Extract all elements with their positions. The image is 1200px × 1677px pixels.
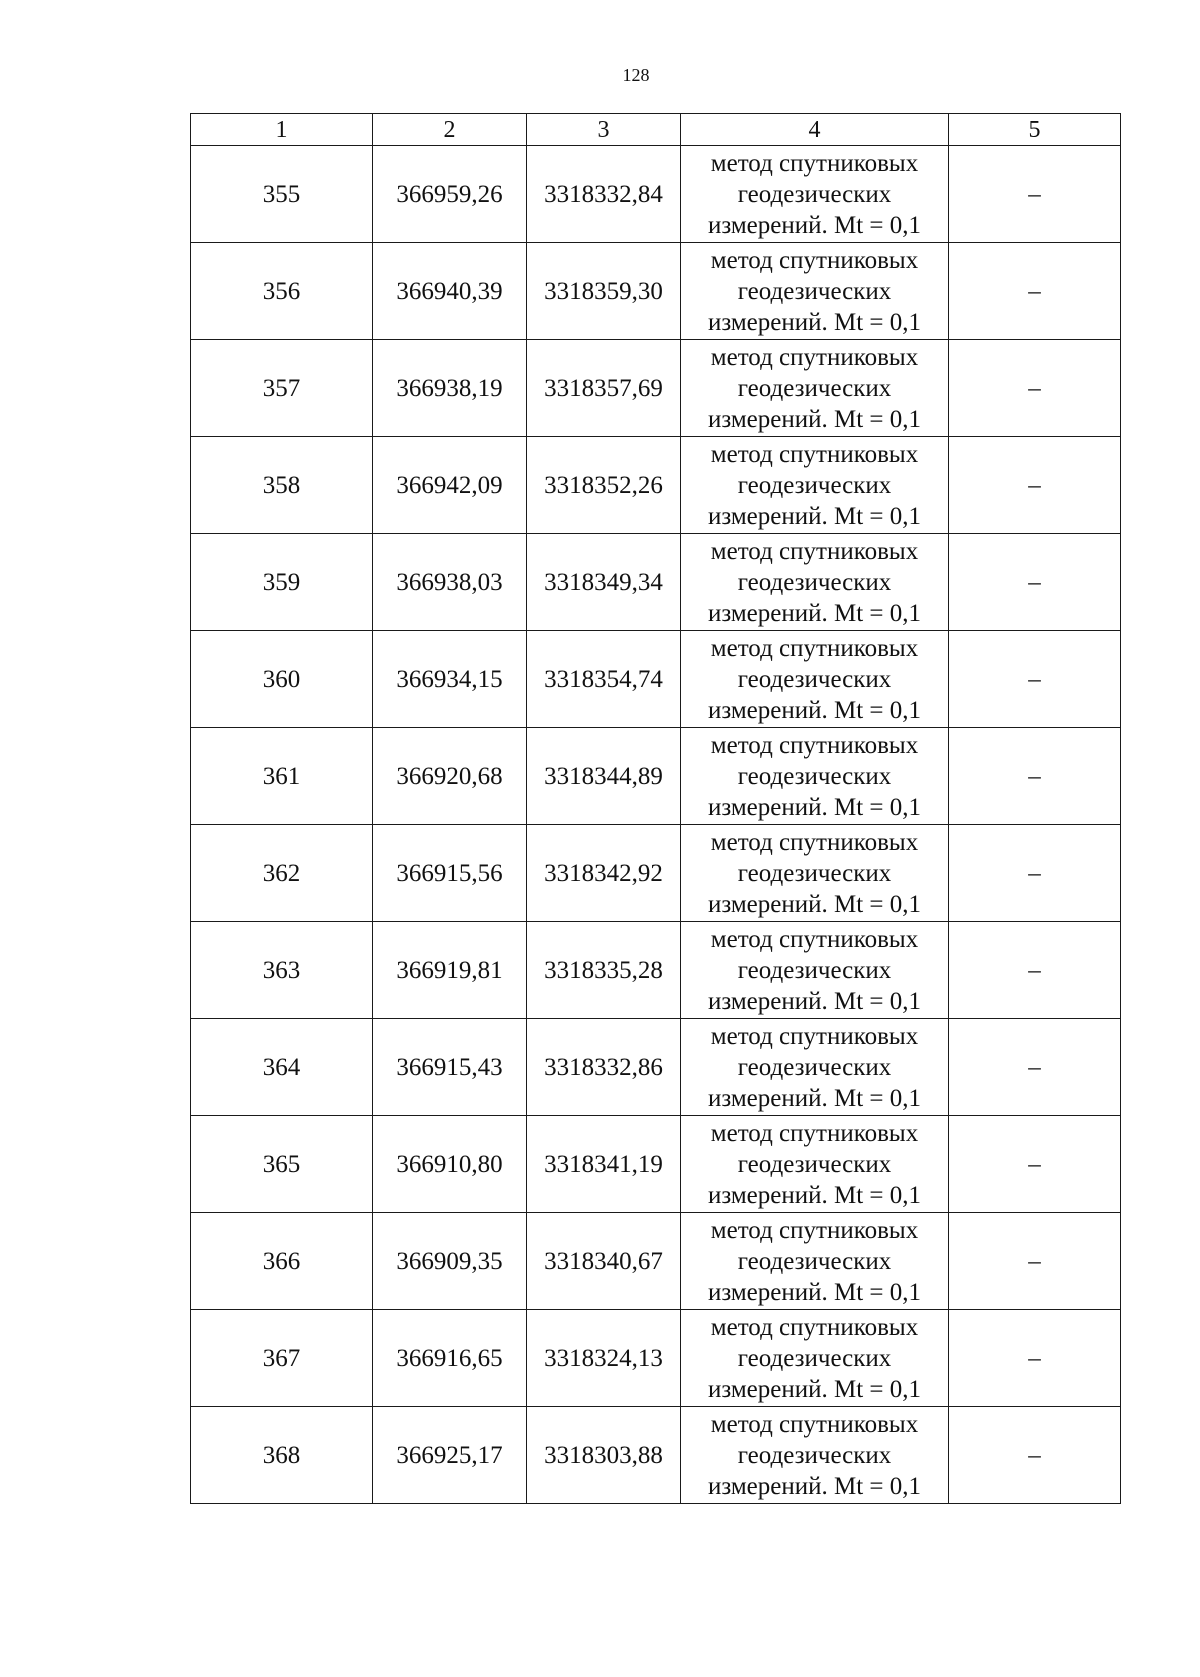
point-cell: 359: [191, 534, 373, 631]
point-cell: 362: [191, 825, 373, 922]
method-line: геодезических: [737, 665, 892, 693]
method-line: измерений. Mt = 0,1: [707, 211, 922, 239]
method-line: геодезических: [737, 1150, 892, 1178]
method-line: измерений. Mt = 0,1: [707, 1084, 922, 1112]
point-cell: 366: [191, 1213, 373, 1310]
method-cell: [681, 1116, 949, 1213]
x-coordinate-cell: 366915,43: [373, 1019, 527, 1116]
column-header-5: 5: [949, 114, 1121, 146]
method-cell: [681, 534, 949, 631]
table-row: [191, 631, 1121, 728]
method-line: метод спутниковых: [710, 149, 919, 177]
method-line: геодезических: [737, 1344, 892, 1372]
table-row: [191, 728, 1121, 825]
x-coordinate-cell: 366920,68: [373, 728, 527, 825]
method-line: метод спутниковых: [710, 1216, 919, 1244]
point-cell: 360: [191, 631, 373, 728]
point-cell: 365: [191, 1116, 373, 1213]
method-cell: [681, 631, 949, 728]
note-cell: –: [949, 631, 1121, 728]
point-cell: 355: [191, 146, 373, 243]
point-cell: 363: [191, 922, 373, 1019]
method-cell: [681, 1407, 949, 1504]
y-coordinate-cell: 3318359,30: [527, 243, 681, 340]
x-coordinate-cell: 366938,19: [373, 340, 527, 437]
method-line: метод спутниковых: [710, 634, 919, 662]
method-line: метод спутниковых: [710, 343, 919, 371]
method-line: измерений. Mt = 0,1: [707, 1181, 922, 1209]
method-line: измерений. Mt = 0,1: [707, 696, 922, 724]
point-cell: 361: [191, 728, 373, 825]
table-row: [191, 243, 1121, 340]
method-line: метод спутниковых: [710, 1313, 919, 1341]
x-coordinate-cell: 366925,17: [373, 1407, 527, 1504]
note-cell: –: [949, 922, 1121, 1019]
note-cell: –: [949, 534, 1121, 631]
table-row: [191, 1310, 1121, 1407]
method-line: метод спутниковых: [710, 1119, 919, 1147]
y-coordinate-cell: 3318332,84: [527, 146, 681, 243]
header-row: [191, 114, 1121, 146]
x-coordinate-cell: 366940,39: [373, 243, 527, 340]
method-line: измерений. Mt = 0,1: [707, 1375, 922, 1403]
method-cell: [681, 146, 949, 243]
y-coordinate-cell: 3318324,13: [527, 1310, 681, 1407]
y-coordinate-cell: 3318344,89: [527, 728, 681, 825]
page-number: 128: [622, 65, 650, 85]
method-line: геодезических: [737, 1441, 892, 1469]
table-row: [191, 1116, 1121, 1213]
method-cell: [681, 340, 949, 437]
method-line: геодезических: [737, 374, 892, 402]
x-coordinate-cell: 366909,35: [373, 1213, 527, 1310]
method-line: измерений. Mt = 0,1: [707, 987, 922, 1015]
x-coordinate-cell: 366915,56: [373, 825, 527, 922]
x-coordinate-cell: 366959,26: [373, 146, 527, 243]
column-header-4: 4: [681, 114, 949, 146]
column-header-3: 3: [527, 114, 681, 146]
method-line: геодезических: [737, 277, 892, 305]
method-line: геодезических: [737, 1247, 892, 1275]
method-line: геодезических: [737, 956, 892, 984]
method-line: метод спутниковых: [710, 440, 919, 468]
note-cell: –: [949, 1116, 1121, 1213]
table-row: [191, 1019, 1121, 1116]
method-cell: [681, 922, 949, 1019]
method-line: геодезических: [737, 568, 892, 596]
method-cell: [681, 243, 949, 340]
note-cell: –: [949, 340, 1121, 437]
point-cell: 358: [191, 437, 373, 534]
note-cell: –: [949, 243, 1121, 340]
table-row: [191, 340, 1121, 437]
point-cell: 357: [191, 340, 373, 437]
method-line: измерений. Mt = 0,1: [707, 793, 922, 821]
column-header-2: 2: [373, 114, 527, 146]
table-row: [191, 1213, 1121, 1310]
method-cell: [681, 437, 949, 534]
x-coordinate-cell: 366910,80: [373, 1116, 527, 1213]
y-coordinate-cell: 3318340,67: [527, 1213, 681, 1310]
method-line: измерений. Mt = 0,1: [707, 1472, 922, 1500]
method-cell: [681, 825, 949, 922]
y-coordinate-cell: 3318342,92: [527, 825, 681, 922]
method-line: метод спутниковых: [710, 1022, 919, 1050]
point-cell: 364: [191, 1019, 373, 1116]
column-header-1: 1: [191, 114, 373, 146]
method-cell: [681, 1019, 949, 1116]
coordinates-table: [190, 113, 1121, 1504]
point-cell: 367: [191, 1310, 373, 1407]
table-row: [191, 1407, 1121, 1504]
y-coordinate-cell: 3318349,34: [527, 534, 681, 631]
note-cell: –: [949, 146, 1121, 243]
note-cell: –: [949, 1310, 1121, 1407]
table-row: [191, 922, 1121, 1019]
method-line: метод спутниковых: [710, 828, 919, 856]
table-row: [191, 437, 1121, 534]
method-line: геодезических: [737, 762, 892, 790]
note-cell: –: [949, 437, 1121, 534]
note-cell: –: [949, 1019, 1121, 1116]
method-line: измерений. Mt = 0,1: [707, 599, 922, 627]
method-line: геодезических: [737, 471, 892, 499]
table-body: [191, 146, 1121, 1504]
method-cell: [681, 728, 949, 825]
method-line: измерений. Mt = 0,1: [707, 1278, 922, 1306]
note-cell: –: [949, 1407, 1121, 1504]
table-row: [191, 534, 1121, 631]
x-coordinate-cell: 366916,65: [373, 1310, 527, 1407]
x-coordinate-cell: 366938,03: [373, 534, 527, 631]
table-header: [191, 114, 1121, 146]
y-coordinate-cell: 3318335,28: [527, 922, 681, 1019]
method-line: измерений. Mt = 0,1: [707, 405, 922, 433]
y-coordinate-cell: 3318332,86: [527, 1019, 681, 1116]
note-cell: –: [949, 1213, 1121, 1310]
y-coordinate-cell: 3318354,74: [527, 631, 681, 728]
x-coordinate-cell: 366942,09: [373, 437, 527, 534]
point-cell: 368: [191, 1407, 373, 1504]
method-line: метод спутниковых: [710, 537, 919, 565]
method-line: метод спутниковых: [710, 1410, 919, 1438]
method-cell: [681, 1213, 949, 1310]
method-line: геодезических: [737, 859, 892, 887]
x-coordinate-cell: 366934,15: [373, 631, 527, 728]
y-coordinate-cell: 3318341,19: [527, 1116, 681, 1213]
method-line: геодезических: [737, 1053, 892, 1081]
table-row: [191, 146, 1121, 243]
note-cell: –: [949, 825, 1121, 922]
y-coordinate-cell: 3318357,69: [527, 340, 681, 437]
y-coordinate-cell: 3318352,26: [527, 437, 681, 534]
method-line: метод спутниковых: [710, 731, 919, 759]
y-coordinate-cell: 3318303,88: [527, 1407, 681, 1504]
method-line: метод спутниковых: [710, 246, 919, 274]
table-row: [191, 825, 1121, 922]
method-line: измерений. Mt = 0,1: [707, 890, 922, 918]
note-cell: –: [949, 728, 1121, 825]
x-coordinate-cell: 366919,81: [373, 922, 527, 1019]
method-line: метод спутниковых: [710, 925, 919, 953]
method-line: измерений. Mt = 0,1: [707, 502, 922, 530]
method-cell: [681, 1310, 949, 1407]
point-cell: 356: [191, 243, 373, 340]
method-line: геодезических: [737, 180, 892, 208]
method-line: измерений. Mt = 0,1: [707, 308, 922, 336]
